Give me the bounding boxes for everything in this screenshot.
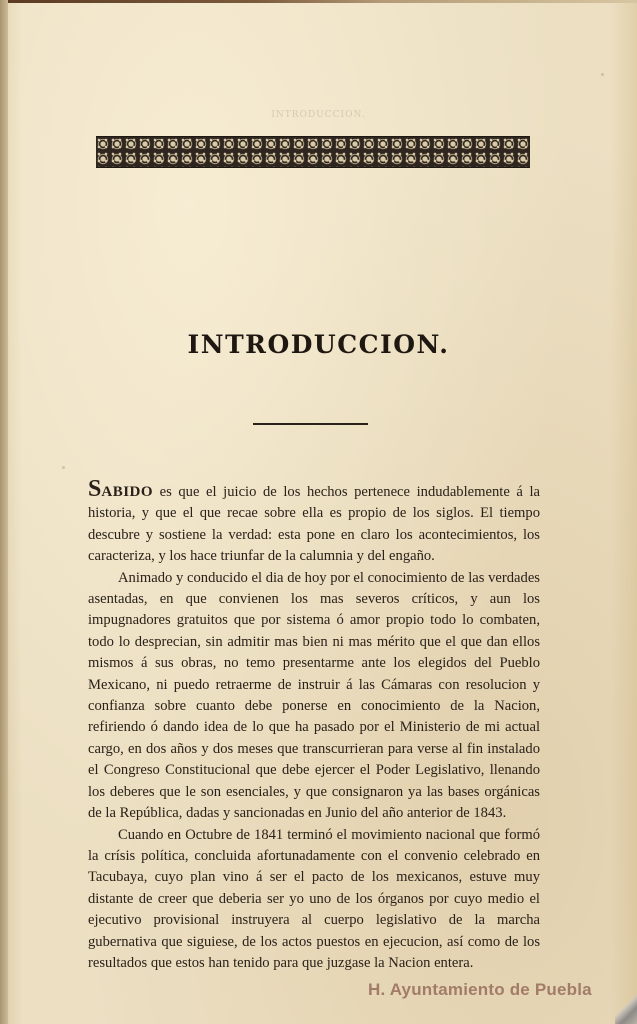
bleed-through-header: INTRODUCCION. [271,110,366,120]
page-corner-fold [615,990,637,1024]
paper-spot [62,466,65,469]
lead-word: ABIDO [101,484,154,500]
binding-edge [0,0,8,1024]
archive-watermark: H. Ayuntamiento de Puebla [368,980,592,999]
title-divider-rule [253,423,368,425]
paragraph-text: es que el juicio de los hechos pertenece indudablemente á la historia, y que el que recae sobre ella es propio de los siglos. El tiempo descubre y sostiene la verdad: esta pone en claro los acontecimientos, los caracteriza, y los hace triunfar de la calumnia y del engaño. [88,484,540,565]
body-text [88,476,540,974]
page-title: INTRODUCCION. [187,330,450,359]
decorative-ornament-band [96,136,530,168]
paragraph-3: Cuando en Octubre de 1841 terminó el movimiento nacional que formó la crísis política, concluida afortunadamente con el convenio celebrado en Tacubaya, cuyo plan vino á ser el pacto de los mexicanos, estuve muy distante de creer que deberia ser yo uno de los órganos por cuyo medio el ejecutivo provisional instruyera al cuerpo legislativo de la marcha gubernativa que siguiese, de los actos puestos en ejecucion, así como de los resultados que estos han tenido para que juzgase la Nacion entera. [88,826,540,971]
paper-spot [601,73,604,76]
paragraph-1 [88,476,540,568]
drop-cap: S [88,476,102,502]
paragraph-2: Animado y conducido el dia de hoy por el conocimiento de las verdades asentadas, en que convienen los mas severos críticos, y aun los impugnadores gratuitos que por sistema ó amor propio todo lo combaten, todo lo desprecian, sin admitir mas bien ni mas mérito que el que dan ellos mismos á sus obras, no temo presentarme ante los elegidos del Pueblo Mexicano, ni puedo retraerme de instruir á las Cámaras con resolucion y confianza sobre cuanto debe ponerse en conocimiento de la Nacion, refiriendo ó dando idea de lo que ha pasado por el Ministerio de mi actual cargo, en dos años y dos meses que transcurrieran para verse al fin instalado el Congreso Constitucional que debe ejercer el Poder Legislativo, llenando los deberes que le son esenciales, y que consignaron ya las bases orgánicas de la República, dadas y sancionadas en Junio del año anterior de 1843. [88,569,540,822]
page-top-edge [0,0,637,3]
